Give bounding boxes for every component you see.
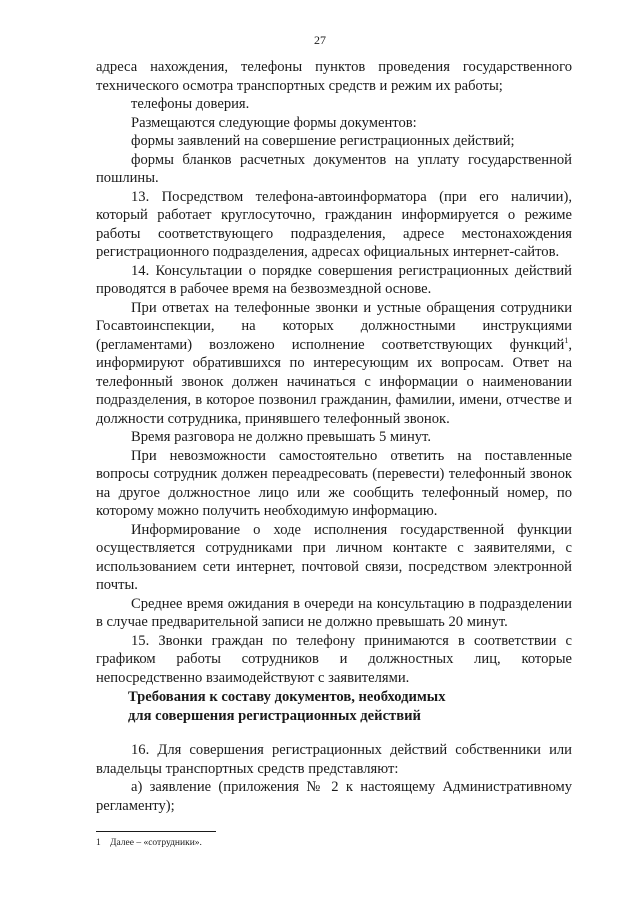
heading-line: Требования к составу документов, необходимых bbox=[128, 689, 446, 705]
paragraph-part: При ответах на телефонные звонки и устные обращения сотрудники Госавтоинспекции, на которых должностными инструкциями (регламентами) возложено исполнение соответствующих функций bbox=[96, 299, 572, 353]
paragraph: 13. Посредством телефона-автоинформатора (при его наличии), который работает круглосуточно, гражданин информируется о режиме работы соответствующего подразделения, адресе местонахождения регистрационного подразделения, адресах официальных интернет-сайтов. bbox=[96, 188, 572, 260]
paragraph: а) заявление (приложения № 2 к настоящему Административному регламенту); bbox=[96, 779, 572, 814]
footnote bbox=[96, 837, 202, 849]
paragraph: 15. Звонки граждан по телефону принимаются в соответствии с графиком работы сотрудников и должностных лиц, которые непосредственно взаимодействуют с заявителями. bbox=[96, 632, 572, 686]
paragraph: Время разговора не должно превышать 5 минут. bbox=[131, 429, 431, 445]
paragraph: 16. Для совершения регистрационных действий собственники или владельцы транспортных средств представляют: bbox=[96, 742, 572, 777]
footnote-mark: 1 bbox=[96, 838, 101, 848]
body-text bbox=[96, 58, 572, 687]
paragraph: 14. Консультации о порядке совершения регистрационных действий проводятся в рабочее время на безвозмездной основе. bbox=[96, 262, 572, 297]
heading-line: для совершения регистрационных действий bbox=[128, 708, 421, 724]
footnote-reference: 1 bbox=[564, 335, 569, 345]
paragraph: адреса нахождения, телефоны пунктов проведения государственного технического осмотра транспортных средств и режим их работы; bbox=[96, 59, 572, 94]
page-number: 27 bbox=[314, 33, 326, 47]
body-text-continued bbox=[96, 741, 572, 815]
paragraph: Среднее время ожидания в очереди на консультацию в подразделении в случае предварительной записи не должно превышать 20 минут. bbox=[96, 595, 572, 630]
footnote-divider bbox=[96, 831, 216, 832]
paragraph-with-footnote bbox=[96, 299, 572, 429]
paragraph-part: , информируют обратившихся по интересующим их вопросам. Ответ на телефонный звонок должен начинаться с информации о наименовании подразделения, в которое позвонил гражданин, фамилии, имени, отчестве и должности сотрудника, принявшего телефонный звонок. bbox=[96, 336, 572, 427]
paragraph: Информирование о ходе исполнения государственной функции осуществляется сотрудниками при личном контакте с заявителями, с использованием сети интернет, почтовой связи, посредством электронной почты. bbox=[96, 521, 572, 593]
footnote-text: Далее – «сотрудники». bbox=[110, 838, 202, 848]
paragraph: формы заявлений на совершение регистрационных действий; bbox=[131, 133, 515, 149]
paragraph: телефоны доверия. bbox=[131, 96, 250, 112]
paragraph: При невозможности самостоятельно ответить на поставленные вопросы сотрудник должен переадресовать (перевести) телефонный звонок на другое должностное лицо или же сообщить телефонный номер, по которому можно получить необходимую информацию. bbox=[96, 447, 572, 519]
paragraph: Размещаются следующие формы документов: bbox=[131, 114, 417, 131]
paragraph: формы бланков расчетных документов на уплату государственной пошлины. bbox=[96, 151, 572, 186]
section-heading bbox=[128, 688, 548, 726]
